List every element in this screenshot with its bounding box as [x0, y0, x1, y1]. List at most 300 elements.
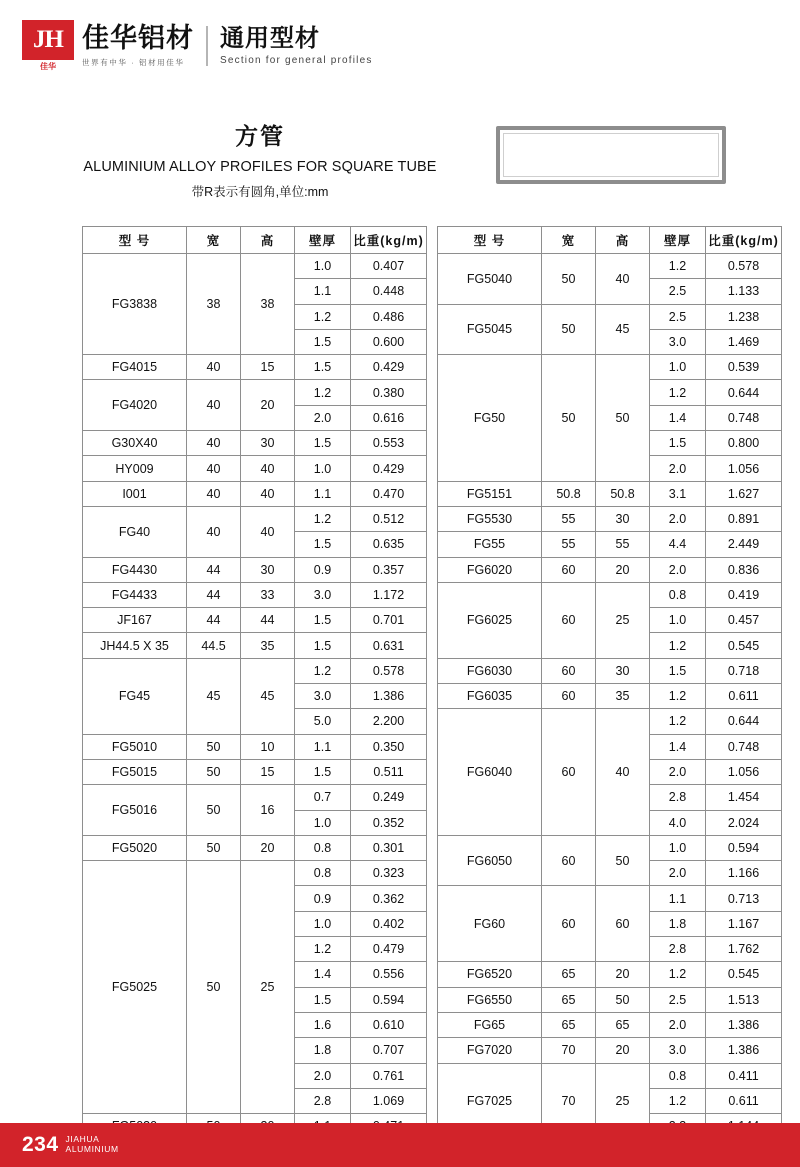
cell-thickness: 1.2 — [650, 254, 706, 279]
cell-thickness: 1.0 — [650, 355, 706, 380]
page-footer — [0, 1123, 800, 1167]
table-row — [438, 304, 782, 329]
cell-thickness: 0.9 — [295, 886, 351, 911]
table-row — [438, 886, 782, 911]
cell-weight: 2.449 — [706, 532, 782, 557]
cell-weight: 0.470 — [351, 481, 427, 506]
column-header-0: 型 号 — [83, 227, 187, 254]
cell-height: 44 — [241, 608, 295, 633]
cell-weight: 0.457 — [706, 608, 782, 633]
cell-model: FG7020 — [438, 1038, 542, 1063]
title-cn: 方管 — [235, 123, 285, 149]
cell-weight: 1.627 — [706, 481, 782, 506]
table-row — [438, 481, 782, 506]
cell-thickness: 1.0 — [650, 835, 706, 860]
cell-thickness: 1.1 — [650, 886, 706, 911]
cell-weight: 0.748 — [706, 734, 782, 759]
column-header-2: 高 — [241, 227, 295, 254]
cell-thickness: 3.0 — [650, 329, 706, 354]
cell-thickness: 1.5 — [650, 658, 706, 683]
cell-weight: 0.511 — [351, 759, 427, 784]
cell-width: 50 — [187, 785, 241, 836]
column-header-3: 壁厚 — [295, 227, 351, 254]
cell-weight: 0.486 — [351, 304, 427, 329]
cell-weight: 0.402 — [351, 911, 427, 936]
cell-weight: 0.635 — [351, 532, 427, 557]
cell-weight: 0.616 — [351, 405, 427, 430]
cell-height: 15 — [241, 759, 295, 784]
cell-model: FG7025 — [438, 1063, 542, 1139]
cell-model: FG5530 — [438, 506, 542, 531]
cell-thickness: 1.0 — [295, 810, 351, 835]
cell-width: 44 — [187, 557, 241, 582]
table-row — [438, 962, 782, 987]
section-block — [220, 26, 373, 66]
cell-weight: 0.611 — [706, 1088, 782, 1113]
cell-height: 30 — [596, 506, 650, 531]
cell-weight: 0.249 — [351, 785, 427, 810]
cell-thickness: 0.9 — [295, 557, 351, 582]
cell-model: FG65 — [438, 1012, 542, 1037]
cell-thickness: 3.0 — [295, 684, 351, 709]
table-row — [438, 987, 782, 1012]
cell-model: FG45 — [83, 658, 187, 734]
cell-weight: 0.594 — [351, 987, 427, 1012]
cell-thickness: 1.2 — [295, 304, 351, 329]
cell-weight: 0.631 — [351, 633, 427, 658]
table-row — [438, 506, 782, 531]
footer-brand — [66, 1135, 119, 1155]
cell-height: 45 — [596, 304, 650, 355]
cell-thickness: 3.0 — [295, 582, 351, 607]
cell-height: 30 — [241, 431, 295, 456]
table-row — [83, 608, 427, 633]
cell-thickness: 1.2 — [650, 380, 706, 405]
cell-weight: 2.024 — [706, 810, 782, 835]
cell-thickness: 2.0 — [295, 405, 351, 430]
spec-table-left — [82, 226, 427, 1165]
page-header — [0, 0, 800, 92]
cell-model: FG5151 — [438, 481, 542, 506]
cell-height: 15 — [241, 355, 295, 380]
cell-thickness: 1.2 — [295, 658, 351, 683]
table-row — [438, 709, 782, 734]
table-row — [438, 1063, 782, 1088]
cell-thickness: 1.2 — [650, 709, 706, 734]
cell-model: FG55 — [438, 532, 542, 557]
cell-thickness: 1.5 — [295, 355, 351, 380]
section-title-en: Section for general profiles — [220, 55, 373, 67]
cell-width: 65 — [542, 1012, 596, 1037]
cell-model: FG6050 — [438, 835, 542, 886]
cell-thickness: 2.0 — [650, 1012, 706, 1037]
cell-weight: 1.167 — [706, 911, 782, 936]
cell-thickness: 1.2 — [295, 506, 351, 531]
title-en: ALUMINIUM ALLOY PROFILES FOR SQUARE TUBE — [83, 159, 437, 175]
cell-weight: 1.454 — [706, 785, 782, 810]
cell-thickness: 2.8 — [650, 937, 706, 962]
cell-weight: 0.594 — [706, 835, 782, 860]
cell-thickness: 1.5 — [295, 532, 351, 557]
table-header-row — [83, 227, 427, 254]
table-row — [438, 582, 782, 607]
table-row — [83, 835, 427, 860]
cell-thickness: 0.8 — [650, 1063, 706, 1088]
cell-thickness: 1.4 — [650, 734, 706, 759]
cell-height: 30 — [241, 557, 295, 582]
table-row — [83, 481, 427, 506]
cell-weight: 0.718 — [706, 658, 782, 683]
cell-weight: 0.545 — [706, 962, 782, 987]
cell-weight: 0.512 — [351, 506, 427, 531]
table-row — [438, 835, 782, 860]
cell-width: 38 — [187, 254, 241, 355]
brand-slogan: 世界有中华 · 铝材用佳华 — [82, 57, 185, 67]
cell-thickness: 1.0 — [295, 911, 351, 936]
column-header-4: 比重(kg/m) — [706, 227, 782, 254]
cell-model: FG5016 — [83, 785, 187, 836]
cell-thickness: 1.8 — [295, 1038, 351, 1063]
column-header-3: 壁厚 — [650, 227, 706, 254]
cell-width: 40 — [187, 431, 241, 456]
cell-weight: 0.578 — [351, 658, 427, 683]
table-row — [438, 557, 782, 582]
table-row — [83, 861, 427, 886]
page-number: 234 — [22, 1133, 59, 1156]
cell-thickness: 1.1 — [295, 279, 351, 304]
cell-model: FG6030 — [438, 658, 542, 683]
cell-model: FG6035 — [438, 684, 542, 709]
cell-weight: 1.469 — [706, 329, 782, 354]
table-row — [83, 633, 427, 658]
table-row — [438, 1038, 782, 1063]
column-header-0: 型 号 — [438, 227, 542, 254]
cell-weight: 0.556 — [351, 962, 427, 987]
cell-weight: 1.069 — [351, 1088, 427, 1113]
table-row — [438, 355, 782, 380]
cell-thickness: 2.0 — [650, 759, 706, 784]
table-header-row — [438, 227, 782, 254]
cell-thickness: 2.0 — [295, 1063, 351, 1088]
cell-thickness: 2.0 — [650, 557, 706, 582]
cell-weight: 0.836 — [706, 557, 782, 582]
cell-width: 40 — [187, 380, 241, 431]
cell-weight: 0.748 — [706, 405, 782, 430]
cell-model: FG5015 — [83, 759, 187, 784]
table-row — [83, 785, 427, 810]
cell-thickness: 1.2 — [650, 962, 706, 987]
cell-model: I001 — [83, 481, 187, 506]
cell-thickness: 1.2 — [650, 1088, 706, 1113]
cell-weight: 1.133 — [706, 279, 782, 304]
cell-weight: 0.644 — [706, 380, 782, 405]
brand-name-cn: 佳华铝材 — [82, 23, 194, 54]
cell-weight: 1.056 — [706, 456, 782, 481]
cell-weight: 0.350 — [351, 734, 427, 759]
cell-width: 40 — [187, 506, 241, 557]
cell-height: 40 — [596, 254, 650, 305]
table-row — [83, 759, 427, 784]
cell-width: 40 — [187, 456, 241, 481]
cell-thickness: 1.1 — [295, 734, 351, 759]
cell-weight: 0.553 — [351, 431, 427, 456]
cell-weight: 0.644 — [706, 709, 782, 734]
cell-width: 44 — [187, 582, 241, 607]
cell-model: FG5020 — [83, 835, 187, 860]
cell-model: FG5025 — [83, 861, 187, 1114]
cell-height: 60 — [596, 886, 650, 962]
cell-thickness: 1.0 — [295, 456, 351, 481]
table-row — [83, 506, 427, 531]
cell-height: 35 — [596, 684, 650, 709]
cell-weight: 1.386 — [706, 1038, 782, 1063]
cell-model: FG6025 — [438, 582, 542, 658]
cell-height: 40 — [241, 506, 295, 557]
cell-height: 38 — [241, 254, 295, 355]
cell-weight: 0.429 — [351, 456, 427, 481]
cell-width: 50 — [187, 734, 241, 759]
cell-thickness: 1.2 — [295, 937, 351, 962]
cell-model: G30X40 — [83, 431, 187, 456]
cell-model: JH44.5 X 35 — [83, 633, 187, 658]
cell-model: FG4433 — [83, 582, 187, 607]
cell-weight: 0.610 — [351, 1012, 427, 1037]
cell-model: FG5045 — [438, 304, 542, 355]
cell-weight: 1.762 — [706, 937, 782, 962]
table-row — [438, 658, 782, 683]
logo-monogram: JH — [22, 20, 74, 60]
table-row — [83, 355, 427, 380]
cell-height: 25 — [596, 582, 650, 658]
cell-model: FG6550 — [438, 987, 542, 1012]
cell-height: 33 — [241, 582, 295, 607]
cell-height: 40 — [241, 481, 295, 506]
cell-thickness: 1.5 — [295, 608, 351, 633]
cell-weight: 1.238 — [706, 304, 782, 329]
cell-width: 50 — [187, 759, 241, 784]
cell-weight: 0.707 — [351, 1038, 427, 1063]
table-row — [438, 1012, 782, 1037]
table-row — [83, 557, 427, 582]
cell-model: FG4020 — [83, 380, 187, 431]
cell-width: 50 — [542, 304, 596, 355]
cell-weight: 1.513 — [706, 987, 782, 1012]
footer-brand-en: ALUMINIUM — [65, 1144, 119, 1154]
cell-width: 50 — [542, 254, 596, 305]
cell-thickness: 2.0 — [650, 506, 706, 531]
cell-weight: 0.800 — [706, 431, 782, 456]
cell-thickness: 1.8 — [650, 911, 706, 936]
cell-model: HY009 — [83, 456, 187, 481]
cell-width: 60 — [542, 557, 596, 582]
cell-width: 55 — [542, 532, 596, 557]
cell-weight: 0.479 — [351, 937, 427, 962]
cell-height: 50 — [596, 835, 650, 886]
cell-thickness: 1.6 — [295, 1012, 351, 1037]
cell-weight: 0.357 — [351, 557, 427, 582]
cell-height: 40 — [596, 709, 650, 835]
cell-height: 20 — [596, 1038, 650, 1063]
cell-width: 65 — [542, 962, 596, 987]
cell-thickness: 4.4 — [650, 532, 706, 557]
cell-weight: 0.448 — [351, 279, 427, 304]
cell-weight: 0.362 — [351, 886, 427, 911]
column-header-1: 宽 — [542, 227, 596, 254]
table-row — [438, 684, 782, 709]
page-title — [60, 118, 460, 200]
cell-height: 16 — [241, 785, 295, 836]
spec-table-right-container — [437, 226, 782, 1139]
cell-weight: 1.056 — [706, 759, 782, 784]
spec-table-left-container — [82, 226, 427, 1165]
cell-model: FG40 — [83, 506, 187, 557]
section-title-cn: 通用型材 — [220, 24, 320, 52]
cell-width: 50 — [542, 355, 596, 481]
cell-weight: 0.429 — [351, 355, 427, 380]
cell-thickness: 1.0 — [295, 254, 351, 279]
cell-thickness: 2.5 — [650, 987, 706, 1012]
cell-height: 65 — [596, 1012, 650, 1037]
table-row — [438, 254, 782, 279]
cell-width: 60 — [542, 582, 596, 658]
cell-weight: 0.301 — [351, 835, 427, 860]
cell-thickness: 1.4 — [295, 962, 351, 987]
table-row — [83, 254, 427, 279]
cell-weight: 0.701 — [351, 608, 427, 633]
cell-weight: 0.411 — [706, 1063, 782, 1088]
cell-weight: 0.611 — [706, 684, 782, 709]
cell-thickness: 5.0 — [295, 709, 351, 734]
cell-model: FG6520 — [438, 962, 542, 987]
cell-thickness: 1.5 — [295, 759, 351, 784]
cell-height: 55 — [596, 532, 650, 557]
cell-weight: 0.539 — [706, 355, 782, 380]
cell-width: 50 — [187, 861, 241, 1114]
cell-model: FG4015 — [83, 355, 187, 380]
header-divider — [206, 26, 208, 66]
cell-thickness: 4.0 — [650, 810, 706, 835]
cell-model: FG3838 — [83, 254, 187, 355]
cell-height: 25 — [596, 1063, 650, 1139]
table-row — [83, 431, 427, 456]
cell-height: 40 — [241, 456, 295, 481]
cell-width: 60 — [542, 709, 596, 835]
cell-width: 60 — [542, 835, 596, 886]
company-logo — [22, 20, 74, 72]
table-row — [438, 532, 782, 557]
table-row — [83, 380, 427, 405]
cell-weight: 0.891 — [706, 506, 782, 531]
cell-thickness: 3.1 — [650, 481, 706, 506]
column-header-1: 宽 — [187, 227, 241, 254]
cell-weight: 1.386 — [706, 1012, 782, 1037]
cell-weight: 0.545 — [706, 633, 782, 658]
cell-thickness: 1.2 — [650, 633, 706, 658]
cell-height: 30 — [596, 658, 650, 683]
cell-model: FG6040 — [438, 709, 542, 835]
profile-inner-outline — [503, 133, 719, 177]
cell-width: 55 — [542, 506, 596, 531]
cell-model: FG4430 — [83, 557, 187, 582]
cell-thickness: 2.0 — [650, 456, 706, 481]
cell-width: 44.5 — [187, 633, 241, 658]
footer-brand-cn: JIAHUA — [65, 1134, 100, 1145]
cell-thickness: 2.5 — [650, 304, 706, 329]
cell-height: 45 — [241, 658, 295, 734]
cell-thickness: 1.5 — [295, 329, 351, 354]
cell-height: 20 — [241, 380, 295, 431]
cell-height: 10 — [241, 734, 295, 759]
cell-width: 44 — [187, 608, 241, 633]
table-row — [83, 658, 427, 683]
cell-thickness: 1.2 — [295, 380, 351, 405]
cell-weight: 0.407 — [351, 254, 427, 279]
cell-model: FG60 — [438, 886, 542, 962]
cell-thickness: 1.1 — [295, 481, 351, 506]
cell-width: 60 — [542, 886, 596, 962]
column-header-4: 比重(kg/m) — [351, 227, 427, 254]
cell-thickness: 0.8 — [295, 861, 351, 886]
cell-thickness: 0.8 — [650, 582, 706, 607]
cell-thickness: 0.7 — [295, 785, 351, 810]
table-row — [83, 734, 427, 759]
cell-model: FG5040 — [438, 254, 542, 305]
cell-thickness: 1.0 — [650, 608, 706, 633]
cell-weight: 0.713 — [706, 886, 782, 911]
cell-height: 35 — [241, 633, 295, 658]
cell-height: 50.8 — [596, 481, 650, 506]
cell-width: 70 — [542, 1038, 596, 1063]
cell-model: FG50 — [438, 355, 542, 481]
cell-thickness: 2.8 — [295, 1088, 351, 1113]
cell-thickness: 2.8 — [650, 785, 706, 810]
cell-model: JF167 — [83, 608, 187, 633]
brand-block — [82, 24, 194, 67]
cell-model: FG5010 — [83, 734, 187, 759]
cell-width: 65 — [542, 987, 596, 1012]
cell-weight: 1.166 — [706, 861, 782, 886]
cell-thickness: 1.5 — [295, 633, 351, 658]
cell-weight: 0.578 — [706, 254, 782, 279]
cell-thickness: 1.5 — [650, 431, 706, 456]
cell-weight: 0.380 — [351, 380, 427, 405]
square-tube-profile-figure — [496, 126, 726, 184]
cell-thickness: 2.5 — [650, 279, 706, 304]
cell-height: 20 — [596, 557, 650, 582]
cell-weight: 0.352 — [351, 810, 427, 835]
cell-width: 60 — [542, 684, 596, 709]
cell-height: 50 — [596, 987, 650, 1012]
cell-width: 60 — [542, 658, 596, 683]
logo-subtext: 佳华 — [40, 62, 56, 71]
cell-weight: 0.761 — [351, 1063, 427, 1088]
cell-width: 40 — [187, 481, 241, 506]
cell-height: 50 — [596, 355, 650, 481]
spec-table-right — [437, 226, 782, 1139]
table-row — [83, 456, 427, 481]
cell-width: 40 — [187, 355, 241, 380]
cell-width: 50 — [187, 835, 241, 860]
cell-weight: 2.200 — [351, 709, 427, 734]
cell-thickness: 1.4 — [650, 405, 706, 430]
cell-height: 20 — [596, 962, 650, 987]
cell-thickness: 2.0 — [650, 861, 706, 886]
title-note: 带R表示有圆角,单位:mm — [191, 185, 329, 199]
table-row — [83, 582, 427, 607]
cell-thickness: 1.5 — [295, 431, 351, 456]
cell-thickness: 1.2 — [650, 684, 706, 709]
cell-weight: 1.386 — [351, 684, 427, 709]
